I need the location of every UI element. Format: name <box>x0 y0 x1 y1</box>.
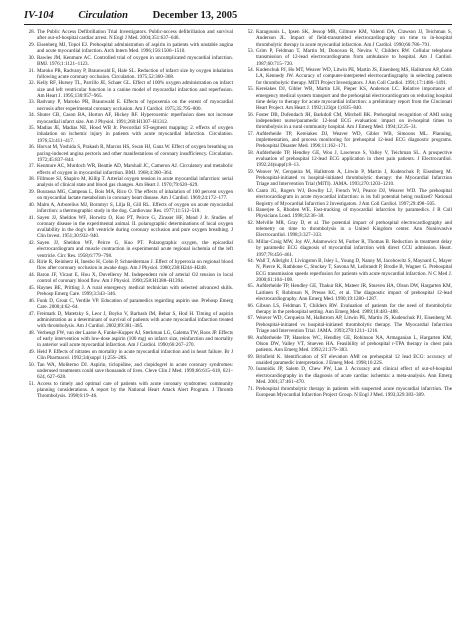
reference-number: 44. <box>28 272 35 278</box>
reference-text: Malm A, Arborelius MJ, Bornmyr S, Lilja B, Gill RL. Effects of oxygen on acute myocardial infarction: a thermographic study in the dog. Cardiovasc Res. 1977;11:512–518. <box>37 201 233 215</box>
reference-item <box>243 86 452 111</box>
reference-number: 37. <box>28 163 35 170</box>
reference-text: Gibson LS, Feldman T, Childers RW. Evaluation of patients for the need of thrombolytic therapy in the prehospital setting. Ann Emerg Med. 1989;18:483–488. <box>256 302 452 315</box>
reference-number: 48. <box>28 329 35 336</box>
reference-item <box>243 220 452 239</box>
reference-item <box>24 362 233 381</box>
reference-text: Weaver WD, Cerqueira M, Hallstrom AP, Litwin PE, Martin JS, Kudenchuk PJ, Eisenberg M. Prehospital-initiated vs hospital-initiated thrombolytic therapy. The Myocardial Infarction Triage and Intervention Trial. JAMA. 1993;270:1211–1216. <box>256 315 452 334</box>
reference-text: Banerjee S, Rhoden WE. Fast-tracking of myocardial infarction by paramedics. J R Coll Physicians Lond. 1998;32:36–38. <box>256 207 452 220</box>
reference-item <box>243 112 452 131</box>
reference-number: 31. <box>28 67 35 74</box>
reference-number: 45. <box>28 284 35 291</box>
reference-number: 71. <box>247 385 254 392</box>
reference-number: 52. <box>247 29 254 35</box>
reference-item <box>243 283 452 302</box>
reference-number: 28. <box>28 29 35 35</box>
reference-item <box>243 207 452 220</box>
reference-text: Aufderheide TP, Kereiakes DJ, Weaver WD, Gibler WB, Simoons ML. Planning, implementation, and process monitoring for prehospital 12-lead ECG diagnostic programs. Prehospital Disaster Med. 1996;11:162–171. <box>256 130 452 150</box>
reference-number: 47. <box>28 310 35 317</box>
reference-item <box>24 215 233 240</box>
reference-item <box>24 381 233 400</box>
reference-text: Horvat M, Yoshida S, Prakash R, Marcus HS, Swan HJ, Ganz W. Effect of oxygen breathing on pacing-induced angina pectoris and other manifestations of coronary insufficiency. Circulation. 1972;45:837–844. <box>37 144 233 163</box>
reference-text: The Public Access Defibrillation Trial Investigators. Public-access defibrillation and survival after out-of-hospital cardiac arrest. N Engl J Med. 2004;351:637–646. <box>37 29 233 42</box>
reference-item <box>24 144 233 163</box>
reference-number: 36. <box>28 144 35 151</box>
reference-number: 56. <box>247 111 254 118</box>
reference-text: Karagounis L, Ipsen SK, Jessop MR, Gilmore KM, Valenti DA, Clawson JJ, Teichman S, Anderson JL. Impact of field-transmitted electrocardiography on time to in-hospital thrombolytic therapy in acute myocardial infarction. Am J Cardiol. 1990;66:786–791. <box>256 29 452 48</box>
reference-item <box>24 259 233 272</box>
reference-item <box>243 239 452 258</box>
reference-text: Bourassa MG, Campeau L, Bois MA, Rico O. The effects of inhalation of 100 percent oxygen on myocardial lactate metabolism in coronary heart disease. Am J Cardiol. 1969;24:172–177. <box>37 189 233 202</box>
reference-item <box>24 285 233 298</box>
reference-text: Aufderheide TP, Haselow WC, Hendley GE, Robinson NA, Armaganian L, Hargarten KM, Olson DW, Valley VT, Stueven HA. Feasibility of prehospital r-TPA therapy in chest pain patients. Ann Emerg Med. 1992;21:379–383. <box>256 334 452 353</box>
reference-item <box>24 68 233 81</box>
reference-text: Haynes BE, Pritting J. A rural emergency medical technician with selected advanced skills. Prehosp Emerg Care. 1999;3:343–346. <box>37 284 233 298</box>
reference-number: 62. <box>247 219 254 226</box>
reference-number: 41. <box>28 214 35 221</box>
reference-number: 66. <box>247 302 254 309</box>
reference-item <box>24 176 233 189</box>
reference-number: 49. <box>28 348 35 355</box>
references-right-column <box>243 29 452 629</box>
reference-item <box>243 48 452 67</box>
reference-item <box>243 67 452 86</box>
reference-number: 51. <box>28 380 35 387</box>
reference-text: Kenmure AC, Murdoch WR, Beattie AD, Marshall JC, Cameron AJ. Circulatory and metabolic effects of oxygen in myocardial infarction. BMJ. 1968;4:360–364. <box>37 163 233 176</box>
reference-text: Funk D, Groat C, Verdile VP. Education of paramedics regarding aspirin use. Prehosp Emerg Care. 2000;4:62–64. <box>37 297 233 310</box>
reference-text: Kelly RF, Hursey TL, Parrillo JE, Schaer GL. Effect of 100% oxygen administration on infarct size and left ventricular function in a canine model of myocardial infarction and reperfusion. Am Heart J. 1995;130:957–965. <box>37 80 233 99</box>
reference-item <box>24 99 233 112</box>
reference-number: 57. <box>247 130 254 137</box>
reference-number: 69. <box>247 353 254 360</box>
reference-item <box>24 202 233 215</box>
reference-item <box>243 131 452 150</box>
reference-item <box>24 112 233 125</box>
reference-item <box>24 80 233 99</box>
reference-text: Aufderheide TP, Hendley GE, Thakur RK, Mateer JR, Stueven HA, Olson DW, Hargarten KM, Laitinen F, Robinson N, Preuss KC, et al. The diagnostic impact of prehospital 12-lead electrocardiography. Ann Emerg Med. 1990;19:1280–1287. <box>256 283 452 302</box>
reference-item <box>243 315 452 334</box>
reference-text: Melville MR, Gray D, et al. The potential impact of prehospital electrocardiography and telemetry on time to thrombolysis in a United Kingdom center. Ann Noninvasive Electrocardiol. 1998;3:327–333. <box>256 219 452 239</box>
reference-number: 50. <box>28 361 35 368</box>
reference-number: 64. <box>247 258 254 265</box>
reference-text: Held P. Effects of nitrates on mortality in acute myocardial infarction and in heart failure. Br J Clin Pharmacol. 1992;34(suppl 1):25S–28S. <box>37 348 233 361</box>
reference-number: 33. <box>28 99 35 106</box>
reference-item <box>24 330 233 349</box>
reference-number: 54. <box>247 67 254 74</box>
reference-text: Sayen JJ, Sheldon WF, Peirce G, Kuo PT. Polarographic oxygen, the epicardial electrocardiogram and muscle contraction in experimental acute regional ischemia of the left ventricle. Circ Res. 1958;6:779–798. <box>37 240 233 259</box>
reference-number: 39. <box>28 189 35 196</box>
reference-text: Baron JF, Vicaut E, Hou X, Duvelleroy M. Independent role of arterial O2 tension in local control of coronary blood flow. Am J Physiol. 1990;258:H1388–H1394. <box>37 272 233 285</box>
reference-item <box>243 188 452 207</box>
reference-item <box>24 55 233 68</box>
reference-item <box>24 298 233 311</box>
reference-text: Verheugt FW, van der Laarse A, Funke-Kupper AJ, Sterkman LG, Galema TW, Roos JP. Effects of early intervention with low-dose aspirin (100 mg) on infarct size, reinfarction and mortality in anterior wall acute myocardial infarction. Am J Cardiol. 1990;66:267–270. <box>37 329 233 349</box>
running-header <box>24 10 452 24</box>
page-number: IV-104 <box>24 10 54 21</box>
reference-item <box>24 240 233 259</box>
reference-text: Weaver W, Cerqueira M, Hallstrom A, Litwin P, Martin J, Kudenchuk P, Eisenberg M. Prehospital-initiated vs hospital-initiated thrombolytic therapy: the Myocardial Infarction Triage and Intervention Trial (MITI). JAMA. 1993;270:1203–1210. <box>256 168 452 188</box>
reference-text: Ririe R, Reinherz H, Inesbo H, Cohn P, Schneiderman J. Effect of hyperoxia on regional blood flow after coronary occlusion in awake dogs. Am J Physiol. 1980;238:H244–H248. <box>37 259 233 272</box>
reference-number: 42. <box>28 240 35 247</box>
reference-number: 68. <box>247 334 254 341</box>
reference-text: Madias JE, Madias NE, Hood WB Jr. Precordial ST-segment mapping: 2. effects of oxygen inhalation on ischemic injury in patients with acute myocardial infarction. Circulation. 1976;53:411–417. <box>37 125 233 144</box>
reference-number: 59. <box>247 168 254 175</box>
reference-item <box>243 169 452 188</box>
reference-number: 63. <box>247 239 254 246</box>
reference-text: Prehospital thrombolytic therapy in patients with suspected acute myocardial infarction. The European Myocardial Infarction Project Group. N Engl J Med. 1993;329:383–389. <box>256 385 452 398</box>
reference-text: Sayen JJ, Sheldon WF, Horwitz O, Kuo PT, Peirce G, Zinsser HF, Mead J Jr. Studies of coronary disease in the experimental animal. II. polarographic determinations of local oxygen availability in the dog's left ventricle during coronary occlusion and pure oxygen breathing. J Clin Invest. 1951;30:932–940. <box>37 214 233 240</box>
reference-number: 32. <box>28 80 35 87</box>
header-rule <box>24 24 452 25</box>
reference-number: 30. <box>28 54 35 61</box>
reference-number: 60. <box>247 188 254 194</box>
reference-number: 46. <box>28 297 35 304</box>
reference-item <box>24 311 233 330</box>
reference-text: Shuter CB, Cason BA, Horton AF, Hickey RF. Hyperoxemic reperfusion does not increase myocardial infarct size. Am J Physiol. 1991;260:H1307–H1312. <box>37 112 233 125</box>
reference-number: 53. <box>247 48 254 55</box>
reference-item <box>243 366 452 385</box>
reference-number: 40. <box>28 201 35 208</box>
reference-number: 65. <box>247 283 254 290</box>
reference-item <box>24 29 233 42</box>
reference-item <box>243 335 452 354</box>
reference-text: Wall T, Albright J, Livingston B, Isley L, Young D, Nanny M, Jacobowitz S, Maynard C, Mayer N, Pierce K, Rathbone C, Stuckey T, Savona M, Leibrandt P, Brodie B, Wagner G. Prehospital ECG transmission speeds reperfusion for patients with acute myocardial infarction. N C Med J. 2000;61:104–108. <box>256 258 452 283</box>
reference-number: 34. <box>28 112 35 119</box>
reference-number: 61. <box>247 207 254 214</box>
reference-number: 55. <box>247 86 254 93</box>
reference-number: 35. <box>28 125 35 132</box>
reference-item <box>243 29 452 48</box>
reference-item <box>24 163 233 176</box>
reference-item <box>243 258 452 283</box>
reference-number: 70. <box>247 366 254 373</box>
reference-number: 43. <box>28 259 35 266</box>
reference-text: Freimark D, Matetzky S, Leor J, Boyko V, Barbash IM, Behar S, Hod H. Timing of aspirin administration as a determinant of survival of patients with acute myocardial infarction treated with thrombolysis. Am J Cardiol. 2002;89:381–385. <box>37 310 233 330</box>
reference-item <box>24 272 233 285</box>
reference-text: Fillmore SJ, Shapiro M, Killip T. Arterial oxygen tension in acute myocardial infarction: serial analysis of clinical state and blood gas changes. Am Heart J. 1970;79:620–629. <box>37 176 233 189</box>
reference-text: Kudenchuk PJ, Ho MT, Weaver WD, Litwin PE, Martin JS, Eisenberg MS, Hallstrom AP, Cobb LA, Kennedy JW. Accuracy of computer-interpreted electrocardiography in selecting patients for thrombolytic therapy. MITI Project Investigators. J Am Coll Cardiol. 1991;17:1486–1491. <box>256 67 452 86</box>
reference-text: Eisenberg MJ, Topol EJ. Prehospital administration of aspirin in patients with unstable angina and acute myocardial infarction. Arch Intern Med. 1996;156:1506–1510. <box>37 41 233 55</box>
reference-item <box>24 42 233 55</box>
references-left-column <box>24 29 233 629</box>
reference-text: Grim P, Feldman T, Martin M, Donovan R, Nevins V, Childers RW. Cellular telephone transmission of 12-lead electrocardiograms from ambulance to hospital. Am J Cardiol. 1987;60:715–720. <box>256 48 452 67</box>
reference-item <box>243 150 452 169</box>
reference-number: 29. <box>28 41 35 48</box>
issue-date: December 13, 2005 <box>152 10 238 21</box>
reference-text: Millar-Craig MW, Joy AV, Adamowicz M, Furber R, Thomas B. Reduction in treatment delay by paramedic ECG diagnosis of myocardial infarction with direct CCU admission. Heart. 1997;78:456–461. <box>256 239 452 258</box>
reference-text: Foster DB, Dufendach JH, Barkdoll CM, Mitchell BK. Prehospital recognition of AMI using independent nurse/paramedic 12-lead ECG evaluation: impact on in-hospital times to thrombolysis in a rural community hospital. Am J Emerg Med. 1994;12:25–31. <box>256 111 452 131</box>
reference-item <box>243 303 452 316</box>
reference-text: Kereiakes DJ, Gibler WB, Martin LH, Pieper KS, Anderson LC. Relative importance of emergency medical system transport and the prehospital electrocardiogram on reducing hospital time delay to therapy for acute myocardial infarction: a preliminary report from the Cincinnati Heart Project. Am Heart J. 1992;123(pt 1):835–840. <box>256 86 452 112</box>
reference-text: Aufderheide TP, Hendley GE, Woo J, Lawrence S, Valley V, Teichman SL. A prospective evaluation of prehospital 12-lead ECG application in chest pain patients. J Electrocardiol. 1992;24(suppl):8–13. <box>256 149 452 169</box>
reference-text: Brinfield K. Identification of ST elevation AMI on prehospital 12 lead ECG: accuracy of unaided paramedic interpretation. J Emerg Med. 1998;16:22S. <box>256 353 452 366</box>
reference-item <box>243 354 452 367</box>
reference-text: Rawles JM, Kenmure AC. Controlled trial of oxygen in uncomplicated myocardial infarction. BMJ. 1976;1:1121–1123. <box>37 54 233 67</box>
reference-text: Maroko PR, Radvany P, Braunwald E, Hale SL. Reduction of infarct size by oxygen inhalation following acute coronary occlusion. Circulation. 1975;52:360–368. <box>37 67 233 80</box>
reference-text: Canto JG, Rogers WJ, Bowlby LJ, French WJ, Pearce DJ, Weaver WD. The prehospital electrocardiogram in acute myocardial infarction: is its full potential being realized? National Registry of Myocardial Infarction 2 Investigators. J Am Coll Cardiol. 1997;29:498–505. <box>256 188 452 207</box>
reference-item <box>24 125 233 144</box>
reference-text: Ioannidis JP, Salem D, Chew PW, Lau J. Accuracy and clinical effect of out-of-hospital electrocardiography in the diagnosis of acute cardiac ischemia: a meta-analysis. Ann Emerg Med. 2001;37:461–470. <box>256 366 452 385</box>
reference-number: 58. <box>247 149 254 156</box>
reference-text: Tan WA, Moliterno DJ. Aspirin, ticlopidine, and clopidogrel in acute coronary syndromes: underused treatments could save thousands of lives. Cleve Clin J Med. 1999;66:615–618, 621–624, 627–628. <box>37 361 233 381</box>
journal-name: Circulation <box>78 10 128 21</box>
reference-item <box>24 349 233 362</box>
reference-text: Access to timely and optimal care of patients with acute coronary syndromes: community planning considerations. A report by the National Heart Attack Alert Program. J Thromb Thrombolysis. 1998;6:19–46. <box>37 380 233 400</box>
reference-item <box>24 189 233 202</box>
reference-number: 67. <box>247 315 254 322</box>
reference-number: 38. <box>28 176 35 183</box>
reference-text: Radvany P, Maroko PR, Braunwald E. Effects of hypoxemia on the extent of myocardial necrosis after experimental coronary occlusion. Am J Cardiol. 1975;35:795–800. <box>37 99 233 112</box>
reference-item <box>243 386 452 399</box>
